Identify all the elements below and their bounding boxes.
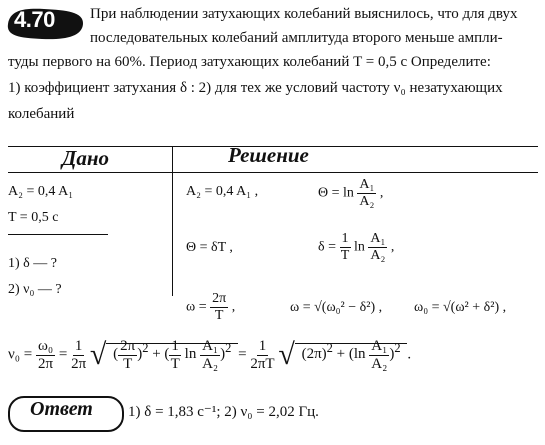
t-den: T [340, 248, 350, 263]
problem-number: 4.70 [14, 7, 55, 32]
solution-heading: Решение [228, 143, 309, 167]
given-period: T = 0,5 с [8, 210, 59, 225]
ratio3-den: A₂ [202, 355, 219, 372]
ratio2-den: A₂ [370, 248, 386, 263]
ratio-num: A₁ [359, 177, 375, 192]
one-over-2piT [250, 339, 274, 372]
two-pi-over-t [210, 292, 228, 323]
one-over-t-b [169, 339, 181, 372]
omega0-num: ω₀ [37, 337, 54, 354]
ratio2-num: A₁ [370, 231, 386, 246]
given-a2: A₂ = 0,4 A₁ [8, 184, 74, 199]
twopi-den: 2π [38, 355, 54, 372]
problem-line-3: туды первого на 60%. Период затухающих колебаний T = 0,5 с Определите: [8, 54, 491, 70]
question-1: 1) δ — ? [8, 256, 57, 271]
twopi-num: 2π [212, 291, 227, 306]
one-c: 1 [171, 337, 179, 354]
log-decrement-lhs: Θ = ln [318, 185, 354, 201]
amplitude-ratio [357, 178, 376, 209]
twopi-c: 2π [306, 346, 322, 363]
ln-b: ln [184, 346, 197, 363]
nu0-lhs: ν₀ = [8, 346, 36, 363]
eq-1: = [58, 346, 68, 363]
ratio4-den: A₂ [371, 355, 388, 372]
given-rule [8, 234, 108, 235]
problem-line-2: последовательных колебаний амплитуда второго меньше ампли- [90, 30, 503, 46]
one-d: 1 [258, 337, 267, 354]
one-over-t [340, 232, 351, 263]
twopiT-den: 2πT [250, 355, 275, 372]
column-divider [172, 146, 173, 296]
answer-label: Ответ [30, 398, 93, 420]
delta-formula: δ = $\frac{1}{T}$ ln $\frac{\text{A₁}}{\text{A₂}}$ , [318, 231, 395, 263]
solution-a2: A₂ = 0,4 A₁ , [186, 184, 259, 199]
ln: ln [354, 239, 365, 255]
t-den-b: T [123, 355, 133, 372]
omega-formula: ω = $\frac{2\pi}{T}$ , [186, 291, 236, 323]
question-2: 2) ν₀ — ? [8, 282, 62, 297]
ratio-den: A₂ [359, 194, 375, 209]
answer-text: 1) δ = 1,83 с⁻¹; 2) ν₀ = 2,02 Гц. [128, 404, 319, 420]
theta-delta-formula: Θ = δT , [186, 240, 233, 255]
log-decrement-formula: Θ = ln $\frac{\text{A₁}}{\text{A₂}}$ , [318, 177, 384, 209]
problem-line-5: колебаний [8, 106, 75, 122]
given-heading: Дано [62, 146, 110, 170]
twopi-num-b: 2π [120, 337, 136, 354]
two-pi-over-t-b [118, 339, 137, 372]
delta-lhs: δ = [318, 239, 336, 255]
ratio4-num: A₁ [371, 337, 388, 354]
omega0-sqrt-formula: ω₀ = √(ω² + δ²) , [414, 300, 507, 315]
amplitude-ratio-2 [368, 232, 387, 263]
t-den-c: T [170, 355, 180, 372]
problem-line-4: 1) коэффициент затухания δ : 2) для тех же условий частоту ν₀ незатухающих [8, 80, 503, 96]
header-bottom-rule [8, 172, 538, 173]
twopi-den-b: 2π [71, 355, 87, 372]
amplitude-ratio-4 [369, 339, 389, 372]
ln-c: ln [353, 346, 366, 363]
one-b: 1 [74, 337, 83, 354]
ratio3-num: A₁ [202, 337, 219, 354]
t-den-2: T [214, 308, 224, 323]
problem-line-1: При наблюдении затухающих колебаний выяснилось, что для двух [90, 6, 518, 22]
omega-sqrt-formula: ω = √(ω₀² − δ²) , [290, 300, 383, 315]
nu0-formula: ν₀ = $\frac{\text{ω₀}}{2\pi}$ = $\frac{1}{2\pi}$ √ ( $\frac{2\pi}{T}$ )$^2$ + ( $\frac{1}{T}$ ln $\frac{\text{A₁}}{\text{A₂}}$ )$^2$ = $\frac{1}{2\pi T}$ √ $(2\pi)^2 + (\ln$ $\frac{\text{A₁}}{\text{A₂}}$ )$^2$ . [8, 337, 412, 372]
amplitude-ratio-3 [200, 339, 220, 372]
one-over-2pi [71, 339, 86, 372]
omega0-over-2pi [36, 339, 55, 372]
omega-lhs: ω = [186, 299, 207, 315]
eq-2: = [238, 346, 247, 363]
one: 1 [341, 231, 349, 246]
